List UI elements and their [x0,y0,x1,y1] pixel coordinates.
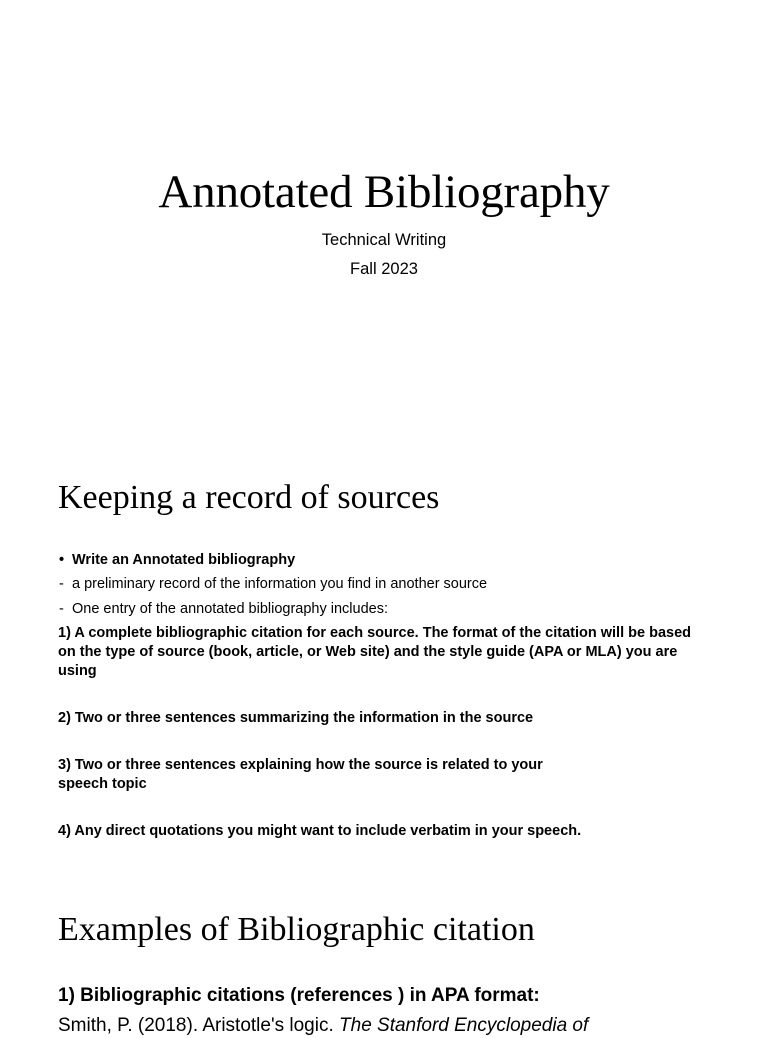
bullet-text: a preliminary record of the information you find in another source [72,576,488,592]
course-name: Technical Writing [321,231,447,249]
entry-component-relevance: 3) Two or three sentences explaining how the source is related to your speech topic [58,757,543,792]
citation-source-title: The Stanford Encyclopedia of [339,1015,589,1036]
bullet-text: Write an Annotated bibliography [72,552,296,568]
bullet-item [59,575,487,593]
citation-author-date: Smith, P. (2018). Aristotle's logic. [58,1015,340,1036]
bullet-item [59,600,388,618]
bullet-item [59,551,295,569]
bullet-mark: - [59,576,64,592]
bullet-mark: - [59,601,64,617]
slide-heading: Keeping a record of sources [58,479,440,516]
bullet-mark: • [59,552,65,568]
apa-subheading: 1) Bibliographic citations (references ) in APA format: [58,985,540,1006]
entry-component-summary: 2) Two or three sentences summarizing the information in the source [58,710,534,726]
presentation-title: Annotated Bibliography [158,166,610,218]
entry-component-quotations: 4) Any direct quotations you might want to include verbatim in your speech. [58,823,582,839]
slide-heading: Examples of Bibliographic citation [58,911,535,948]
term-label: Fall 2023 [350,260,418,278]
entry-component-citation: 1) A complete bibliographic citation for each source. The format of the citation will be based on the type of source (book, article, or Web site) and the style guide (APA or MLA) you are using [58,625,691,679]
apa-citation-example [58,1014,588,1038]
bullet-text: One entry of the annotated bibliography includes: [72,601,388,617]
